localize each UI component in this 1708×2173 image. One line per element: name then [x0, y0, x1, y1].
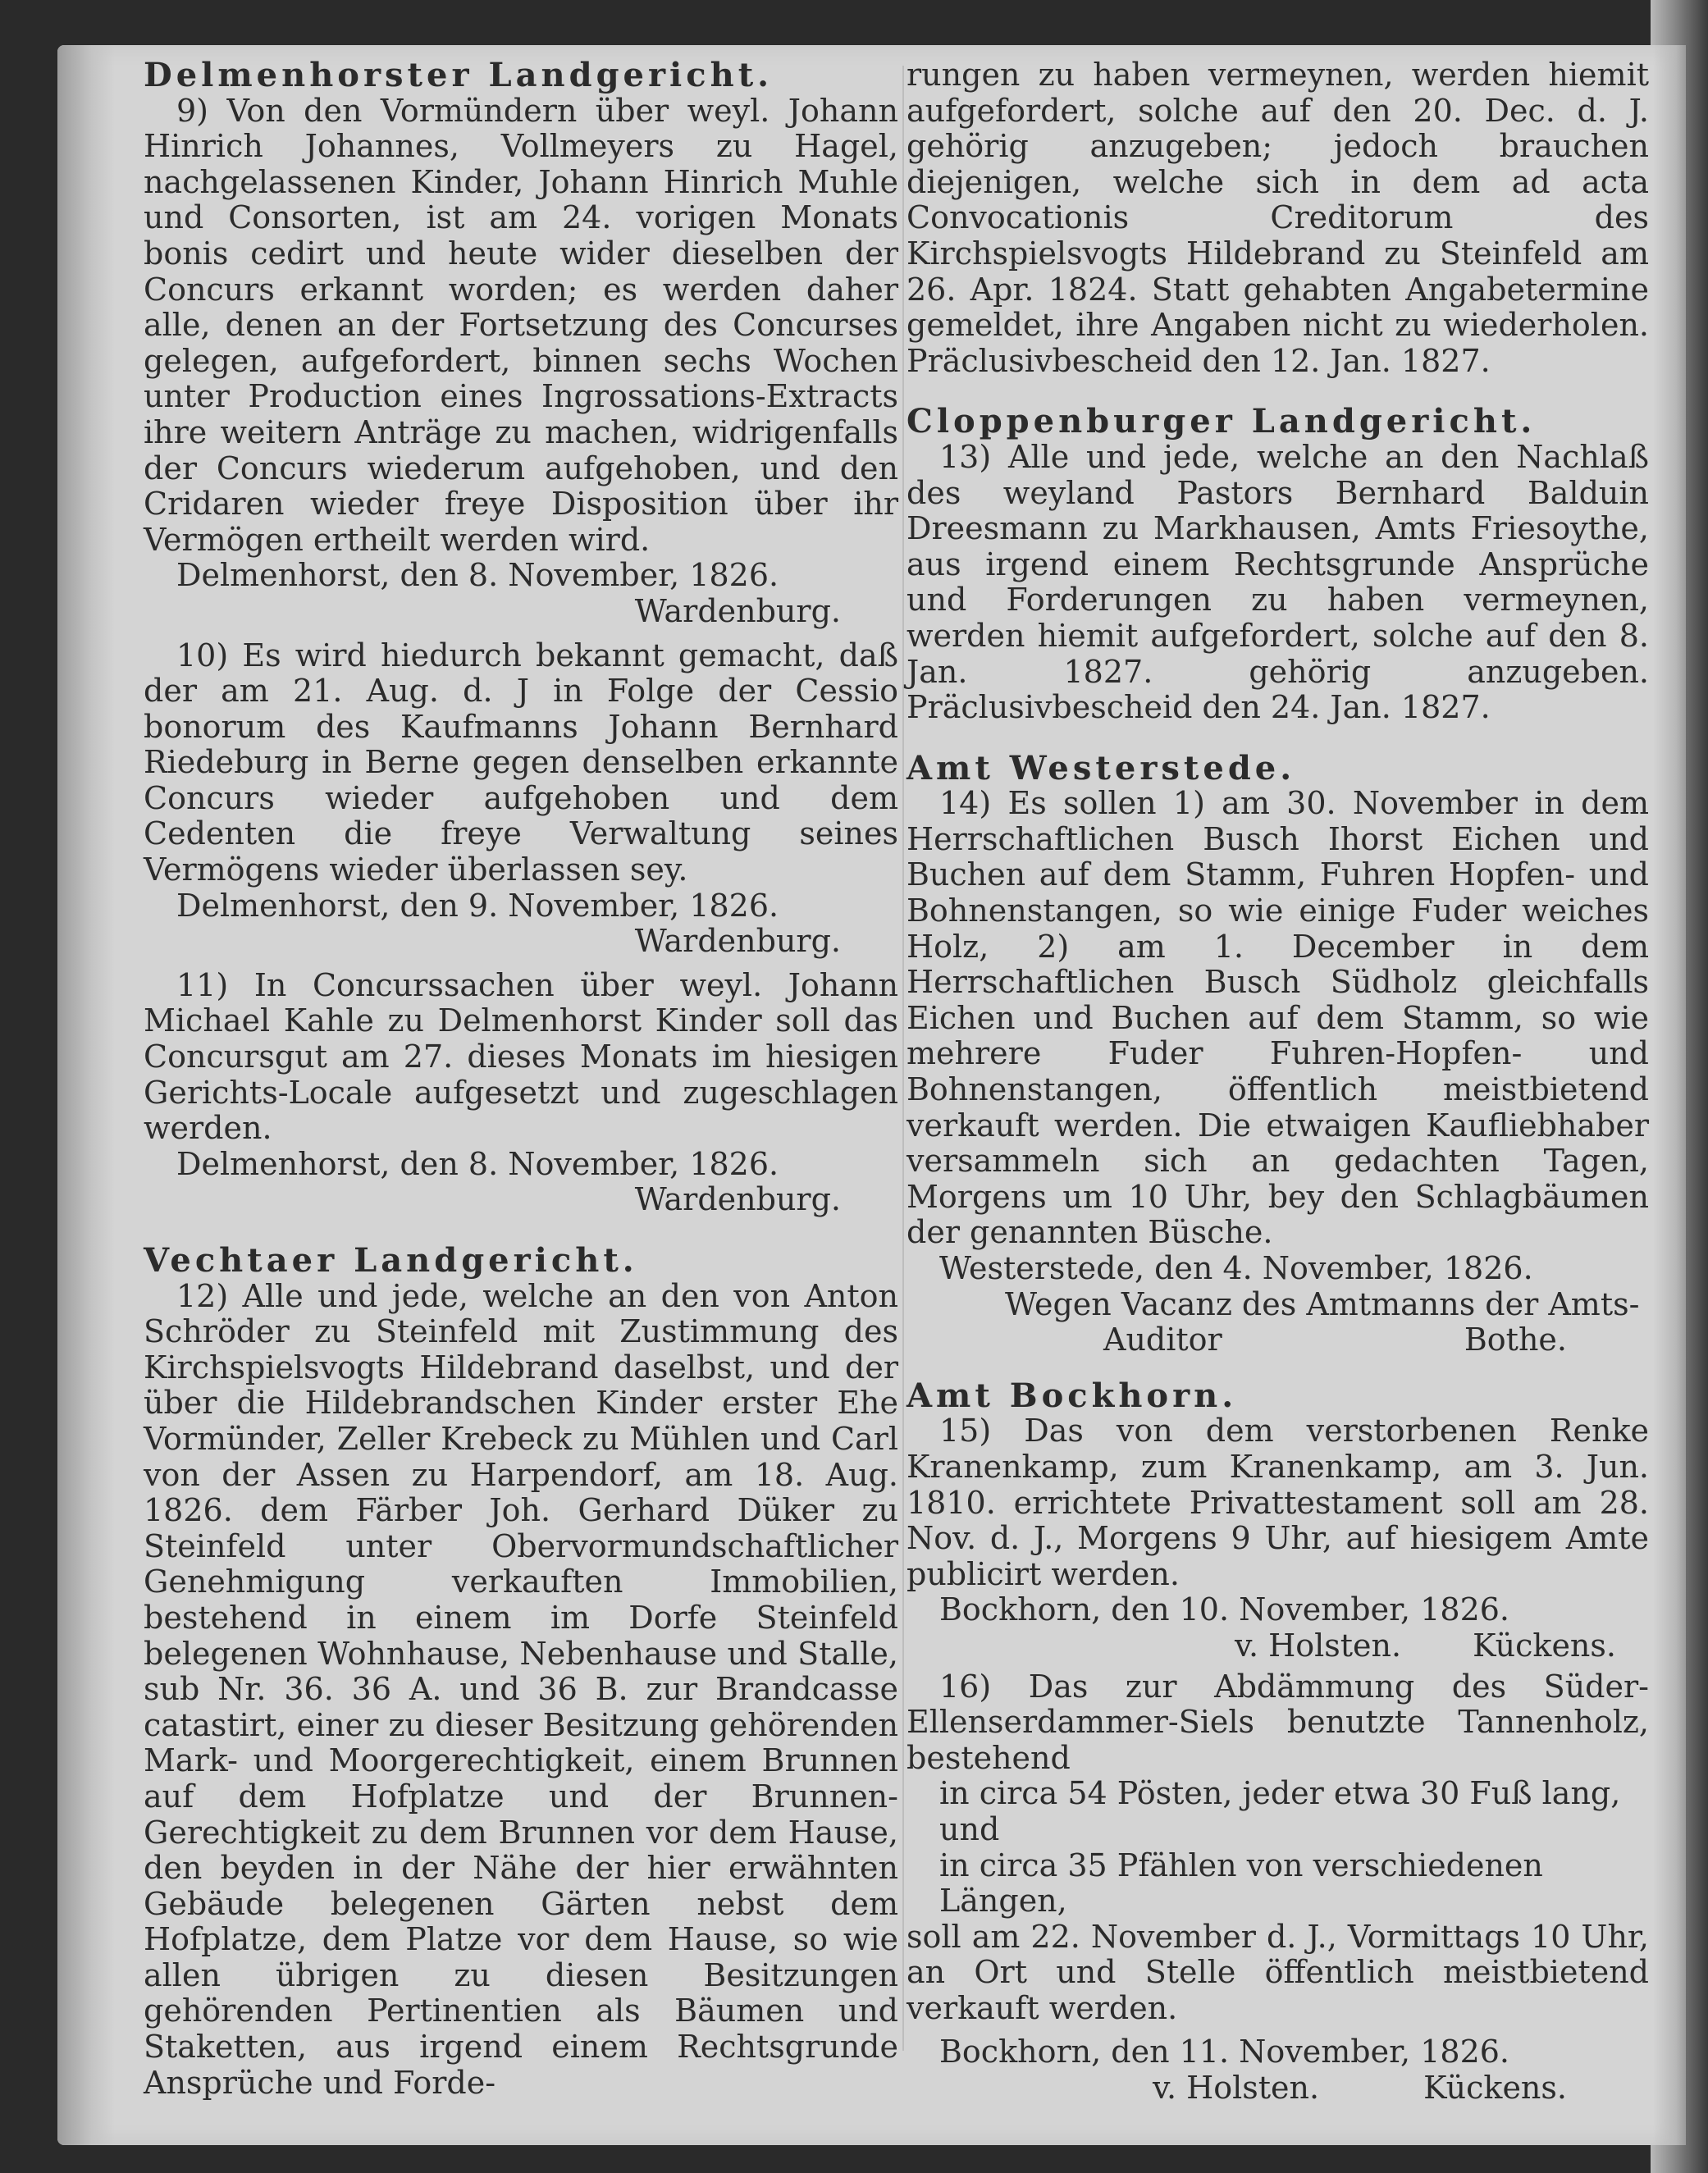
- notice-9-signature: Wardenburg.: [634, 592, 841, 629]
- notice-16-body: soll am 22. November d. J., Vormittags 10 Uhr, an Ort und Stelle öffentlich meistbietend verkauft werden.: [907, 1918, 1649, 2026]
- notice-14-signature-line-2: [907, 1322, 1649, 1358]
- notice-16-item-2: in circa 35 Pfählen von verschiedenen Längen,: [939, 1847, 1543, 1920]
- notice-16-intro: 16) Das zur Abdämmung des Süder-Ellenserdammer-Siels benutzte Tannenholz, bestehend: [907, 1668, 1649, 1776]
- section-heading-vechta: Vechtaer Landgericht.: [144, 1241, 638, 1280]
- notice-15-signatures: [907, 1628, 1649, 1664]
- page-edge-shadow: [1653, 45, 1686, 2145]
- signature-holsten: v. Holsten.: [1235, 1627, 1402, 1664]
- signature-kueckens: Kückens.: [1473, 1627, 1616, 1664]
- notice-14-signature-line-1: Wegen Vacanz des Amtmanns der Amts-: [1005, 1285, 1640, 1322]
- notice-10-date: Delmenhorst, den 9. November, 1826.: [176, 887, 779, 924]
- notice-9-date: Delmenhorst, den 8. November, 1826.: [176, 557, 779, 594]
- notice-11-signature: Wardenburg.: [634, 1181, 841, 1218]
- section-heading-westerstede: Amt Westerstede.: [907, 748, 1296, 787]
- auditor-name: Bothe.: [1464, 1322, 1567, 1358]
- notice-14-date: Westerstede, den 4. November, 1826.: [939, 1250, 1533, 1286]
- notice-16-signatures: [907, 2070, 1649, 2107]
- section-heading-bockhorn: Amt Bockhorn.: [907, 1376, 1238, 1415]
- notice-12: 12) Alle und jede, welche an den von Anton Schröder zu Steinfeld mit Zustimmung des Kirchspielsvogts Hildebrand daselbst, und der über die Hildebrandschen Kinder erster Ehe Vormünder, Zeller Krebeck zu Mühlen und Carl von der Assen zu Harpendorf, am 18. Aug. 1826. dem Färber Joh. Gerhard Düker zu Steinfeld unter Obervormundschaftlicher Genehmigung verkauften Immobilien, bestehend in einem im Dorfe Steinfeld belegenen Wohnhause, Nebenhause und Stalle, sub Nr. 36. 36 A. und 36 B. zur Brandcasse catastirt, einer zu dieser Besitzung gehörenden Mark- und Moorgerechtigkeit, einem Brunnen auf dem Hofplatze und der Brunnen-Gerechtigkeit zu dem Brunnen vor dem Hause, den beyden in der Nähe der hier erwähnten Gebäude belegenen Gärten nebst dem Hofplatze, dem Platze vor dem Hause, so wie allen übrigen zu diesen Besitzungen gehörenden Pertinentien als Bäumen und Staketten, aus irgend einem Rechtsgrunde Ansprüche und Forde-: [144, 1277, 898, 2101]
- right-column: [907, 57, 1649, 2107]
- notice-10-signature: Wardenburg.: [634, 923, 841, 960]
- column-divider: [902, 66, 904, 2051]
- notice-16-date: Bockhorn, den 11. November, 1826.: [939, 2034, 1510, 2070]
- section-heading-cloppenburg: Cloppenburger Landgericht.: [907, 402, 1537, 441]
- notice-14: 14) Es sollen 1) am 30. November in dem Herrschaftlichen Busch Ihorst Eichen und Buchen auf dem Stamm, Fuhren Hopfen- und Bohnenstangen, so wie einige Fuder weiches Holz, 2) am 1. December in dem Herrschaftlichen Busch Südholz gleichfalls Eichen und Buchen auf dem Stamm, so wie mehrere Fuder Fuhren-Hopfen- und Bohnenstangen, öffentlich meistbietend verkauft werden. Die etwaigen Kaufliebhaber versammeln sich an gedachten Tagen, Morgens um 10 Uhr, bey den Schlagbäumen der genannten Büsche.: [907, 785, 1649, 1251]
- notice-9: 9) Von den Vormündern über weyl. Johann Hinrich Johannes, Vollmeyers zu Hagel, nachgelassenen Kinder, Johann Hinrich Muhle und Consorten, ist am 24. vorigen Monats bonis cedirt und heute wider dieselben der Concurs erkannt worden; es werden daher alle, denen an der Fortsetzung des Concurses gelegen, aufgefordert, binnen sechs Wochen unter Production eines Ingrossations-Extracts ihre weitern Anträge zu machen, widrigenfalls der Concurs wiederum aufgehoben, und den Cridaren wieder freye Disposition über ihr Vermögen ertheilt werden wird.: [144, 92, 898, 558]
- notice-11: 11) In Concurssachen über weyl. Johann Michael Kahle zu Delmenhorst Kinder soll das Concursgut am 27. dieses Monats im hiesigen Gerichts-Locale aufgesetzt und zugeschlagen werden.: [144, 966, 898, 1147]
- binding-shadow: [57, 45, 115, 2145]
- notice-13: 13) Alle und jede, welche an den Nachlaß des weyland Pastors Bernhard Balduin Dreesmann zu Markhausen, Amts Friesoythe, aus irgend einem Rechtsgrunde Ansprüche und Forderungen zu haben vermeynen, werden hiemit aufgefordert, solche auf den 8. Jan. 1827. gehörig anzugeben. Präclusivbescheid den 24. Jan. 1827.: [907, 438, 1649, 726]
- notice-15-date: Bockhorn, den 10. November, 1826.: [939, 1591, 1510, 1628]
- signature-holsten-2: v. Holsten.: [1153, 2070, 1320, 2107]
- notice-15: 15) Das von dem verstorbenen Renke Kranenkamp, zum Kranenkamp, am 3. Jun. 1810. errichtete Privattestament soll am 28. Nov. d. J., Morgens 9 Uhr, auf hiesigem Amte publicirt werden.: [907, 1413, 1649, 1592]
- notice-10: 10) Es wird hiedurch bekannt gemacht, daß der am 21. Aug. d. J in Folge der Cessio bonorum des Kaufmanns Johann Bernhard Riedeburg in Berne gegen denselben erkannte Concurs wieder aufgehoben und dem Cedenten die freye Verwaltung seines Vermögens wieder überlassen sey.: [144, 637, 898, 888]
- left-column: [144, 57, 898, 2101]
- notice-12-continued: rungen zu haben vermeynen, werden hiemit aufgefordert, solche auf den 20. Dec. d. J. gehörig anzugeben; jedoch brauchen diejenigen, welche sich in dem ad acta Convocationis Creditorum des Kirchspielsvogts Hildebrand zu Steinfeld am 26. Apr. 1824. Statt gehabten Angabetermine gemeldet, ihre Angaben nicht zu wiederholen. Präclusivbescheid den 12. Jan. 1827.: [907, 57, 1649, 379]
- notice-11-date: Delmenhorst, den 8. November, 1826.: [176, 1145, 779, 1182]
- section-heading-delmenhorst: Delmenhorster Landgericht.: [144, 56, 774, 94]
- notice-16-and: und: [939, 1810, 1000, 1847]
- notice-16-item-1: in circa 54 Pösten, jeder etwa 30 Fuß lang,: [939, 1775, 1621, 1812]
- auditor-label: Auditor: [1103, 1322, 1222, 1358]
- signature-kueckens-2: Kückens.: [1423, 2070, 1567, 2107]
